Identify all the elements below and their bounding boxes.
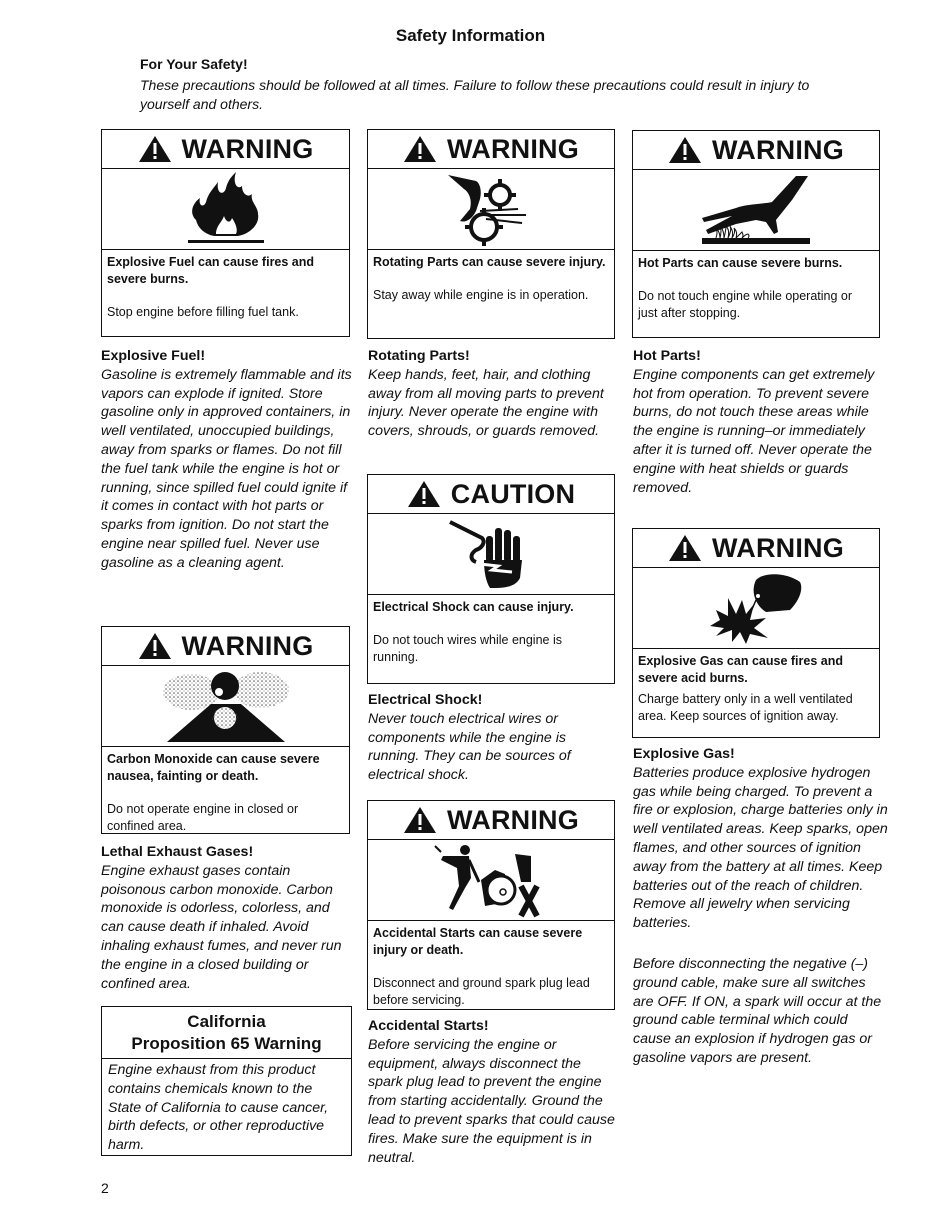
- sign-level: WARNING: [447, 133, 579, 164]
- sign-header: [368, 475, 614, 514]
- section-heading: Accidental Starts!: [368, 1018, 489, 1034]
- section-body: Keep hands, feet, hair, and clothing away from all moving parts to prevent injury. Never operate the engine with covers, shrouds, or guards removed.: [368, 366, 604, 440]
- sign-text: [368, 921, 614, 1009]
- sign-pictogram: [368, 169, 614, 250]
- sign-level: CAUTION: [450, 478, 576, 509]
- hazard-text: Explosive Fuel can cause fires and severe burns.: [107, 255, 315, 286]
- section-lethal-exhaust: [101, 843, 353, 993]
- section-body-battery-disconnect: Before disconnecting the negative (–) ground cable, make sure all switches are OFF. If ON, a spark will occur at the ground cable terminal which could cause an explosion if hydrogen gas or gasoline vapors are present.: [633, 955, 882, 1066]
- fire-icon: [176, 172, 276, 246]
- instruction-text: Disconnect and ground spark plug lead before servicing.: [373, 976, 590, 1007]
- accidental-start-icon: [431, 842, 551, 918]
- sign-level: WARNING: [181, 630, 314, 661]
- warning-sign-explosive-fuel: [101, 129, 350, 337]
- sign-pictogram: [633, 568, 879, 649]
- sign-pictogram: [633, 170, 879, 251]
- sign-pictogram: [368, 514, 614, 595]
- sign-header: [102, 130, 349, 169]
- instruction-text: Do not touch engine while operating or just after stopping.: [638, 289, 853, 320]
- prop65-title: [102, 1007, 351, 1059]
- page-number: 2: [101, 1180, 109, 1196]
- instruction-text: Do not touch wires while engine is running.: [373, 633, 562, 664]
- prop65-body: Engine exhaust from this product contains chemicals known to the State of California to cause cancer, birth defects, or other reproductive harm.: [108, 1062, 329, 1154]
- sign-pictogram: [368, 840, 614, 921]
- sign-text: [633, 649, 879, 725]
- sign-header: [368, 801, 614, 840]
- warning-triangle-icon: [403, 806, 437, 834]
- section-explosive-gas: [633, 745, 888, 1068]
- sign-pictogram: [102, 666, 349, 747]
- section-heading: Explosive Fuel!: [101, 348, 206, 364]
- hazard-text: Electrical Shock can cause injury.: [373, 600, 574, 614]
- instruction-text: Stay away while engine is in operation.: [373, 288, 589, 302]
- hazard-text: Carbon Monoxide can cause severe nausea, fainting or death.: [107, 752, 320, 783]
- battery-explosion-icon: [706, 570, 806, 646]
- prop65-warning-box: [101, 1006, 352, 1156]
- sign-level: WARNING: [712, 532, 844, 563]
- warning-triangle-icon: [138, 135, 172, 163]
- intro-heading: For Your Safety!: [140, 56, 248, 72]
- caution-triangle-icon: [407, 480, 441, 508]
- sign-text: [368, 595, 614, 666]
- section-body: Gasoline is extremely flammable and its vapors can explode if ignited. Store gasoline only in approved containers, in well ventilated, unoccupied buildings, away from sparks or flames. Do not fill the fuel tank while the engine is hot or running, since spilled fuel could ignite if it comes in contact with hot parts or sparks from ignition. Do not start the engine near spilled fuel. Never use gasoline as a cleaning agent.: [101, 366, 352, 571]
- warning-triangle-icon: [403, 135, 437, 163]
- intro-body: These precautions should be followed at all times. Failure to follow these precautions could result in injury to yourself and others.: [140, 77, 810, 112]
- instruction-text: Do not operate engine in closed or confined area.: [107, 802, 299, 833]
- hazard-text: Rotating Parts can cause severe injury.: [373, 255, 606, 269]
- section-hot-parts: [633, 347, 885, 497]
- warning-sign-hot-parts: [632, 130, 880, 338]
- section-heading: Rotating Parts!: [368, 348, 470, 364]
- sign-header: [633, 131, 879, 170]
- section-electrical-shock: [368, 691, 618, 785]
- warning-sign-carbon-monoxide: [101, 626, 350, 834]
- rotating-gears-icon: [446, 171, 536, 247]
- hazard-text: Accidental Starts can cause severe injury or death.: [373, 926, 583, 957]
- section-rotating-parts: [368, 347, 618, 441]
- sign-level: WARNING: [447, 804, 579, 835]
- instruction-text: Stop engine before filling fuel tank.: [107, 305, 299, 319]
- sign-text: [633, 251, 879, 322]
- warning-triangle-icon: [138, 632, 172, 660]
- section-body: Never touch electrical wires or components while the engine is running. They can be sources of electrical shock.: [368, 710, 571, 784]
- section-heading: Electrical Shock!: [368, 692, 483, 708]
- prop65-title-line1: California: [187, 1012, 266, 1031]
- electric-shock-hand-icon: [446, 516, 536, 592]
- warning-sign-rotating-parts: [367, 129, 615, 339]
- section-body: Before servicing the engine or equipment, always disconnect the spark plug lead to prevent the engine from starting accidentally. Ground the lead to prevent sparks that could cause fires. Make sure the equipment is in neutral.: [368, 1036, 615, 1166]
- hot-surface-hand-icon: [696, 172, 816, 248]
- warning-triangle-icon: [668, 534, 702, 562]
- hazard-text: Hot Parts can cause severe burns.: [638, 256, 843, 270]
- warning-triangle-icon: [668, 136, 702, 164]
- page-title: Safety Information: [395, 26, 546, 45]
- sign-text: [102, 250, 349, 321]
- sign-text: [368, 250, 614, 304]
- warning-sign-explosive-gas: [632, 528, 880, 738]
- sign-level: WARNING: [712, 134, 844, 165]
- sign-pictogram: [102, 169, 349, 250]
- section-heading: Explosive Gas!: [633, 746, 735, 762]
- sign-level: WARNING: [181, 133, 314, 164]
- warning-sign-accidental-starts: [367, 800, 615, 1010]
- section-explosive-fuel: [101, 347, 353, 573]
- section-accidental-starts: [368, 1017, 618, 1167]
- hazard-text: Explosive Gas can cause fires and severe acid burns.: [638, 654, 843, 685]
- sign-header: [633, 529, 879, 568]
- section-body: Engine exhaust gases contain poisonous carbon monoxide. Carbon monoxide is odorless, colorless, and can cause death if inhaled. Avoid inhaling exhaust fumes, and never run the engine in a closed building or confined area.: [101, 862, 342, 992]
- prop65-title-line2: Proposition 65 Warning: [131, 1034, 322, 1053]
- instruction-text: Charge battery only in a well ventilated area. Keep sources of ignition away.: [638, 692, 853, 723]
- sign-text: [102, 747, 349, 835]
- sign-header: [102, 627, 349, 666]
- section-heading: Lethal Exhaust Gases!: [101, 844, 254, 860]
- carbon-monoxide-person-icon: [161, 668, 291, 744]
- section-body: Engine components can get extremely hot from operation. To prevent severe burns, do not touch these areas while the engine is running–or immediately after it is turned off. Never operate the engine with heat shields or guards removed.: [633, 366, 875, 496]
- caution-sign-electrical-shock: [367, 474, 615, 684]
- sign-header: [368, 130, 614, 169]
- section-body: Batteries produce explosive hydrogen gas while being charged. To prevent a fire or explosion, charge batteries only in well ventilated areas. Keep sparks, open flames, and other sources of ignition away from the battery at all times. Keep batteries out of the reach of children. Remove all jewelry when servicing batteries.: [633, 764, 888, 932]
- section-heading: Hot Parts!: [633, 348, 701, 364]
